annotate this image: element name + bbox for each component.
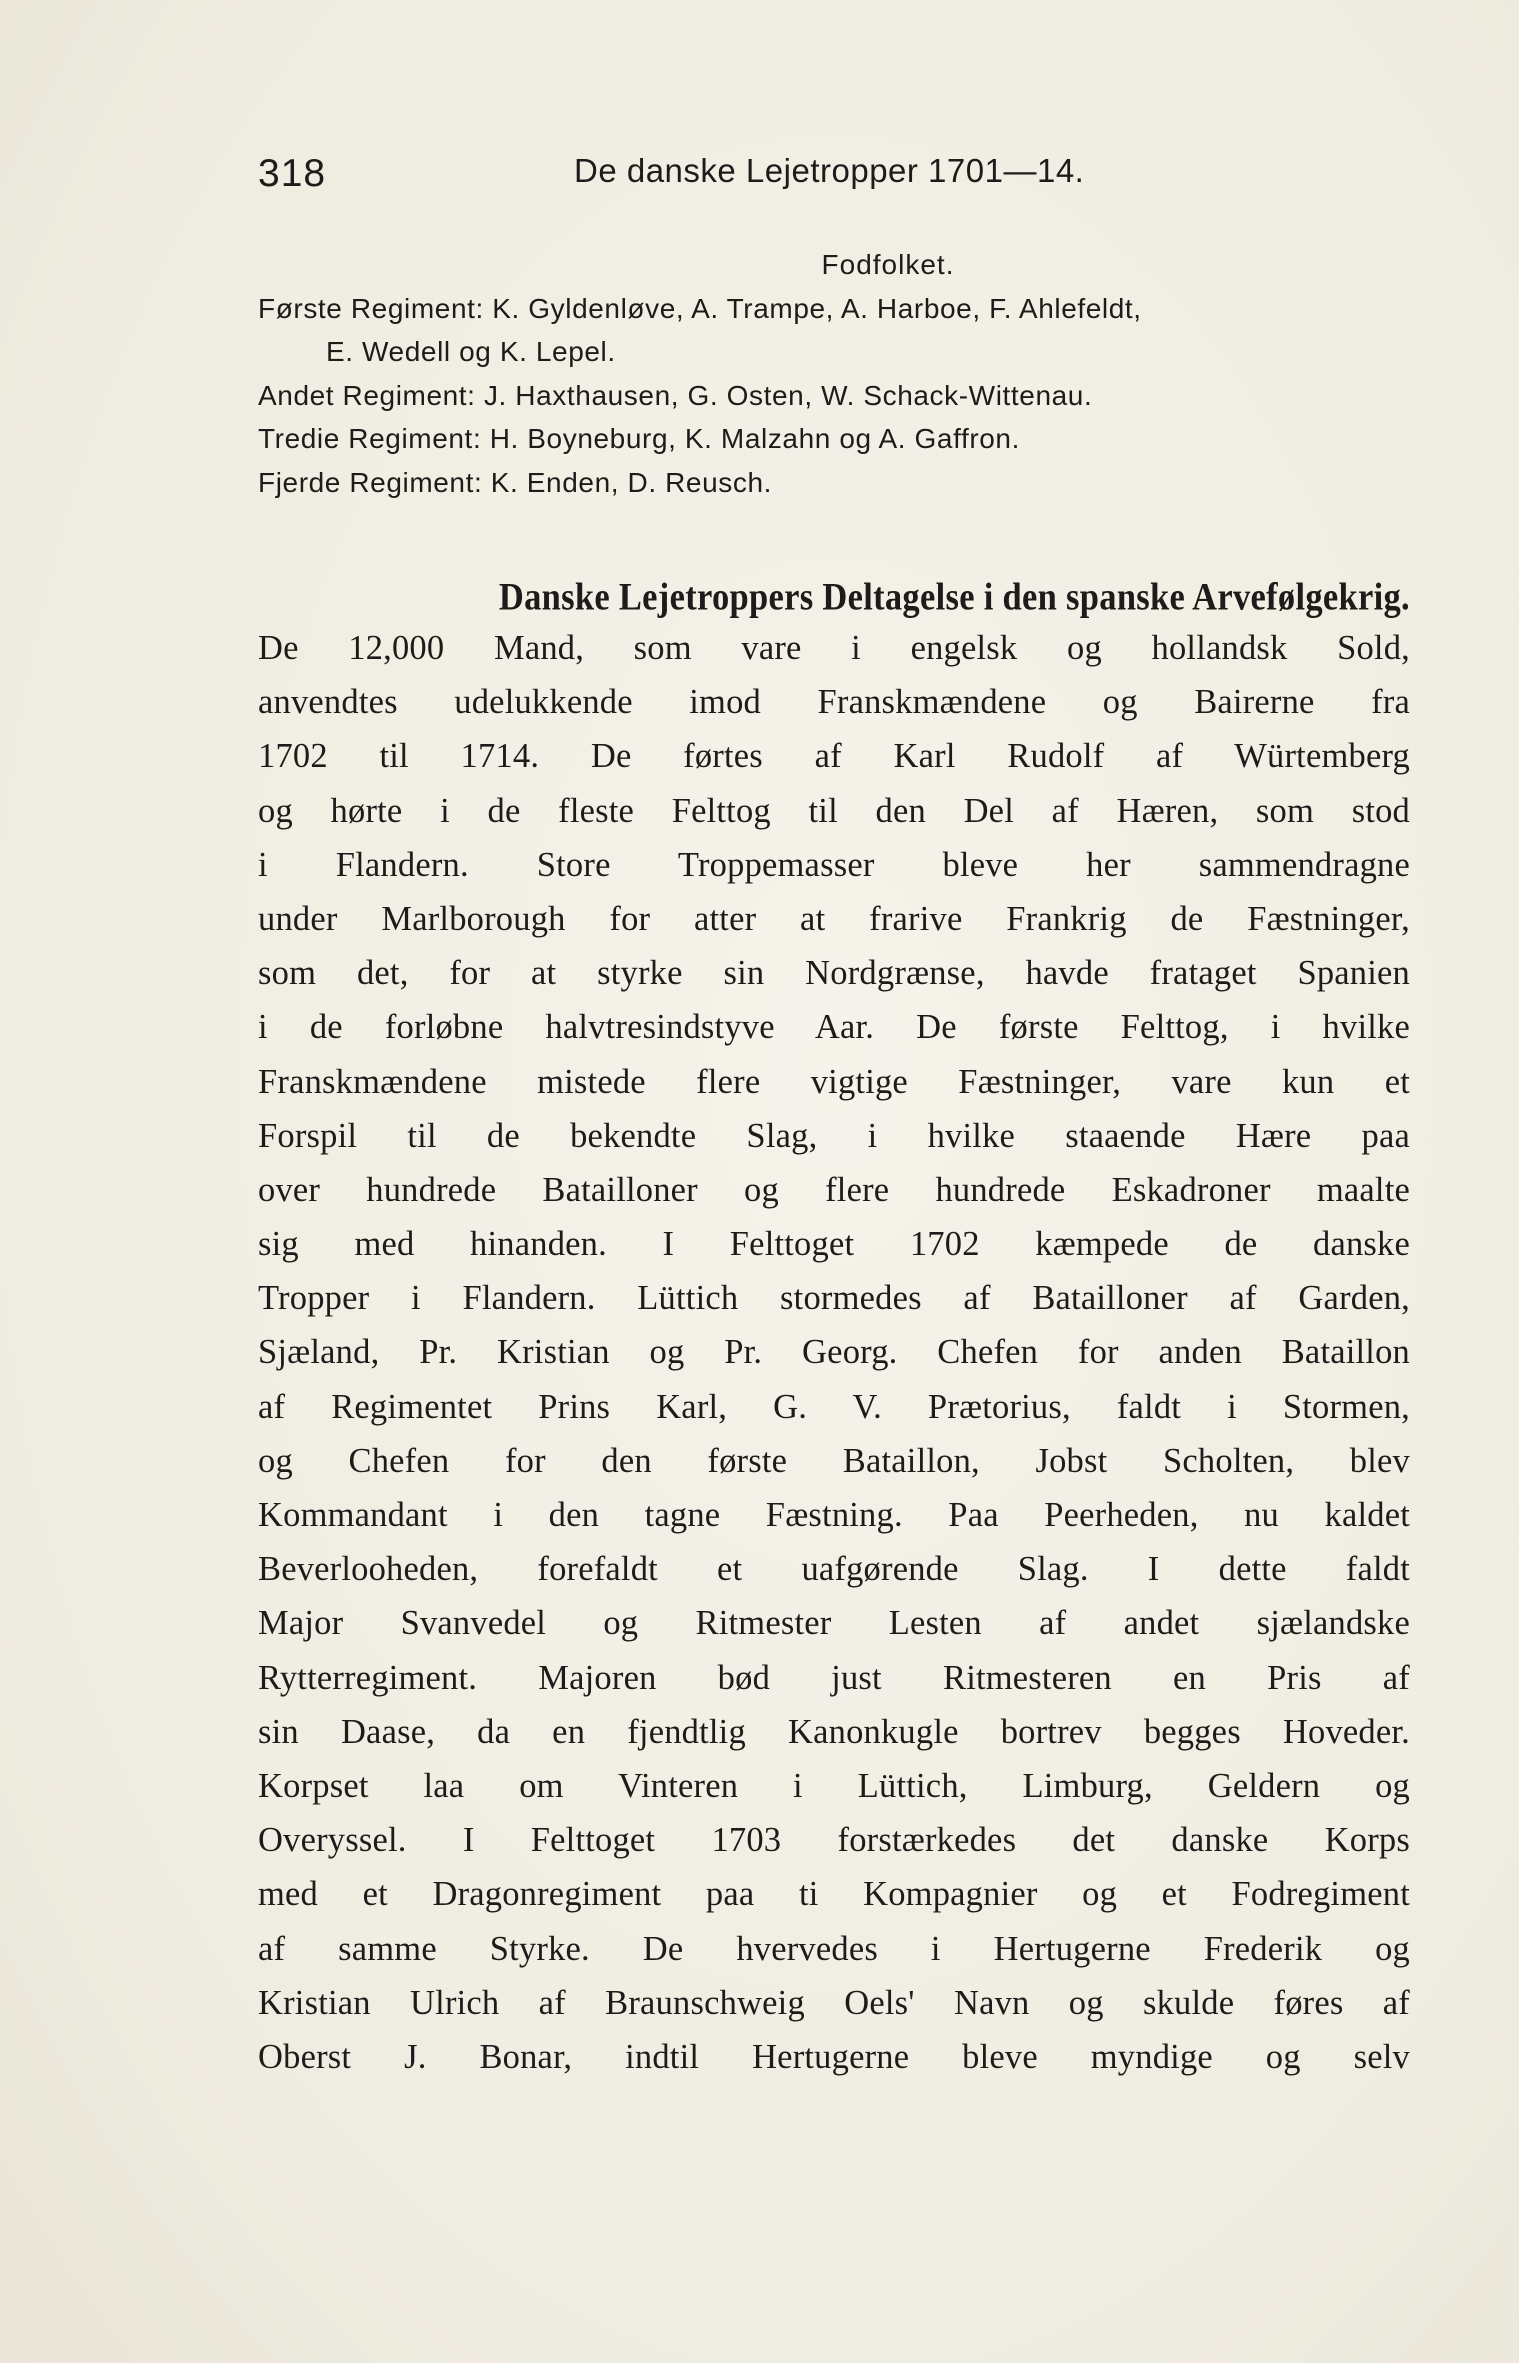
text-line: under Marlborough for atter at frarive Frankrig de Fæstninger, <box>258 899 1410 938</box>
infantry-roster <box>258 243 1428 504</box>
page-number: 318 <box>258 152 327 195</box>
text-line: og hørte i de fleste Felttog til den Del af Hæren, som stod <box>258 791 1410 830</box>
text-line: Major Svanvedel og Ritmester Lesten af andet sjælandske <box>258 1604 1410 1643</box>
text-line: af samme Styrke. De hvervedes i Hertugerne Frederik og <box>258 1929 1410 1968</box>
text-line: over hundrede Batailloner og flere hundrede Eskadroner maalte <box>258 1170 1410 1209</box>
roster-line: Andet Regiment: J. Haxthausen, G. Osten, W. Schack-Wittenau. <box>258 379 1093 411</box>
text-line: Overyssel. I Felttoget 1703 forstærkedes det danske Korps <box>258 1821 1410 1860</box>
roster-line: Tredie Regiment: H. Boyneburg, K. Malzahn og A. Gaffron. <box>258 423 1020 454</box>
text-line: af Regimentet Prins Karl, G. V. Prætorius, faldt i Stormen, <box>258 1387 1410 1426</box>
section-spanish-succession <box>258 569 1410 2084</box>
text-line: Tropper i Flandern. Lüttich stormedes af Batailloner af Garden, <box>258 1279 1410 1318</box>
text-line: Sjæland, Pr. Kristian og Pr. Georg. Chefen for anden Bataillon <box>258 1333 1410 1372</box>
text-line: Rytterregiment. Majoren bød just Ritmesteren en Pris af <box>258 1658 1410 1697</box>
text-line: sig med hinanden. I Felttoget 1702 kæmpede de danske <box>258 1225 1410 1264</box>
body-paragraph <box>258 621 1410 2084</box>
text-line: og Chefen for den første Bataillon, Jobst Scholten, blev <box>258 1441 1410 1480</box>
text-line: Beverlooheden, forefaldt et uafgørende Slag. I dette faldt <box>258 1550 1410 1589</box>
roster-line: Fjerde Regiment: K. Enden, D. Reusch. <box>258 466 772 498</box>
running-title: De danske Lejetropper 1701—14. <box>574 152 1085 189</box>
text-line: sin Daase, da en fjendtlig Kanonkugle bortrev begges Hoveder. <box>258 1712 1410 1751</box>
text-line: Franskmændene mistede flere vigtige Fæstninger, vare kun et <box>258 1062 1410 1101</box>
text-line: Forspil til de bekendte Slag, i hvilke staaende Hære paa <box>258 1116 1410 1155</box>
text-line: 1702 til 1714. De førtes af Karl Rudolf af Würtemberg <box>258 737 1410 776</box>
section-heading: Danske Lejetroppers Deltagelse i den spanske Arvefølgekrig. <box>498 575 1410 619</box>
text-line: De 12,000 Mand, som vare i engelsk og hollandsk Sold, <box>258 629 1410 667</box>
text-line: Oberst J. Bonar, indtil Hertugerne bleve myndige og selv <box>258 2037 1410 2076</box>
roster-title: Fodfolket. <box>821 249 955 280</box>
text-line: i de forløbne halvtresindstyve Aar. De første Felttog, i hvilke <box>258 1008 1410 1047</box>
text-line: Kommandant i den tagne Fæstning. Paa Peerheden, nu kaldet <box>258 1496 1410 1534</box>
roster-line: E. Wedell og K. Lepel. <box>326 336 616 367</box>
page-header <box>258 148 1418 200</box>
text-line: Kristian Ulrich af Braunschweig Oels' Navn og skulde føres af <box>258 1983 1410 2022</box>
roster-line: Første Regiment: K. Gyldenløve, A. Trampe, A. Harboe, F. Ahlefeldt, <box>258 292 1142 324</box>
text-line: med et Dragonregiment paa ti Kompagnier og et Fodregiment <box>258 1875 1410 1914</box>
text-line: som det, for at styrke sin Nordgrænse, havde frataget Spanien <box>258 954 1410 993</box>
text-line: Korpset laa om Vinteren i Lüttich, Limburg, Geldern og <box>258 1766 1410 1805</box>
text-line: anvendtes udelukkende imod Franskmændene og Bairerne fra <box>258 683 1410 722</box>
text-line: i Flandern. Store Troppemasser bleve her sammendragne <box>258 845 1410 884</box>
